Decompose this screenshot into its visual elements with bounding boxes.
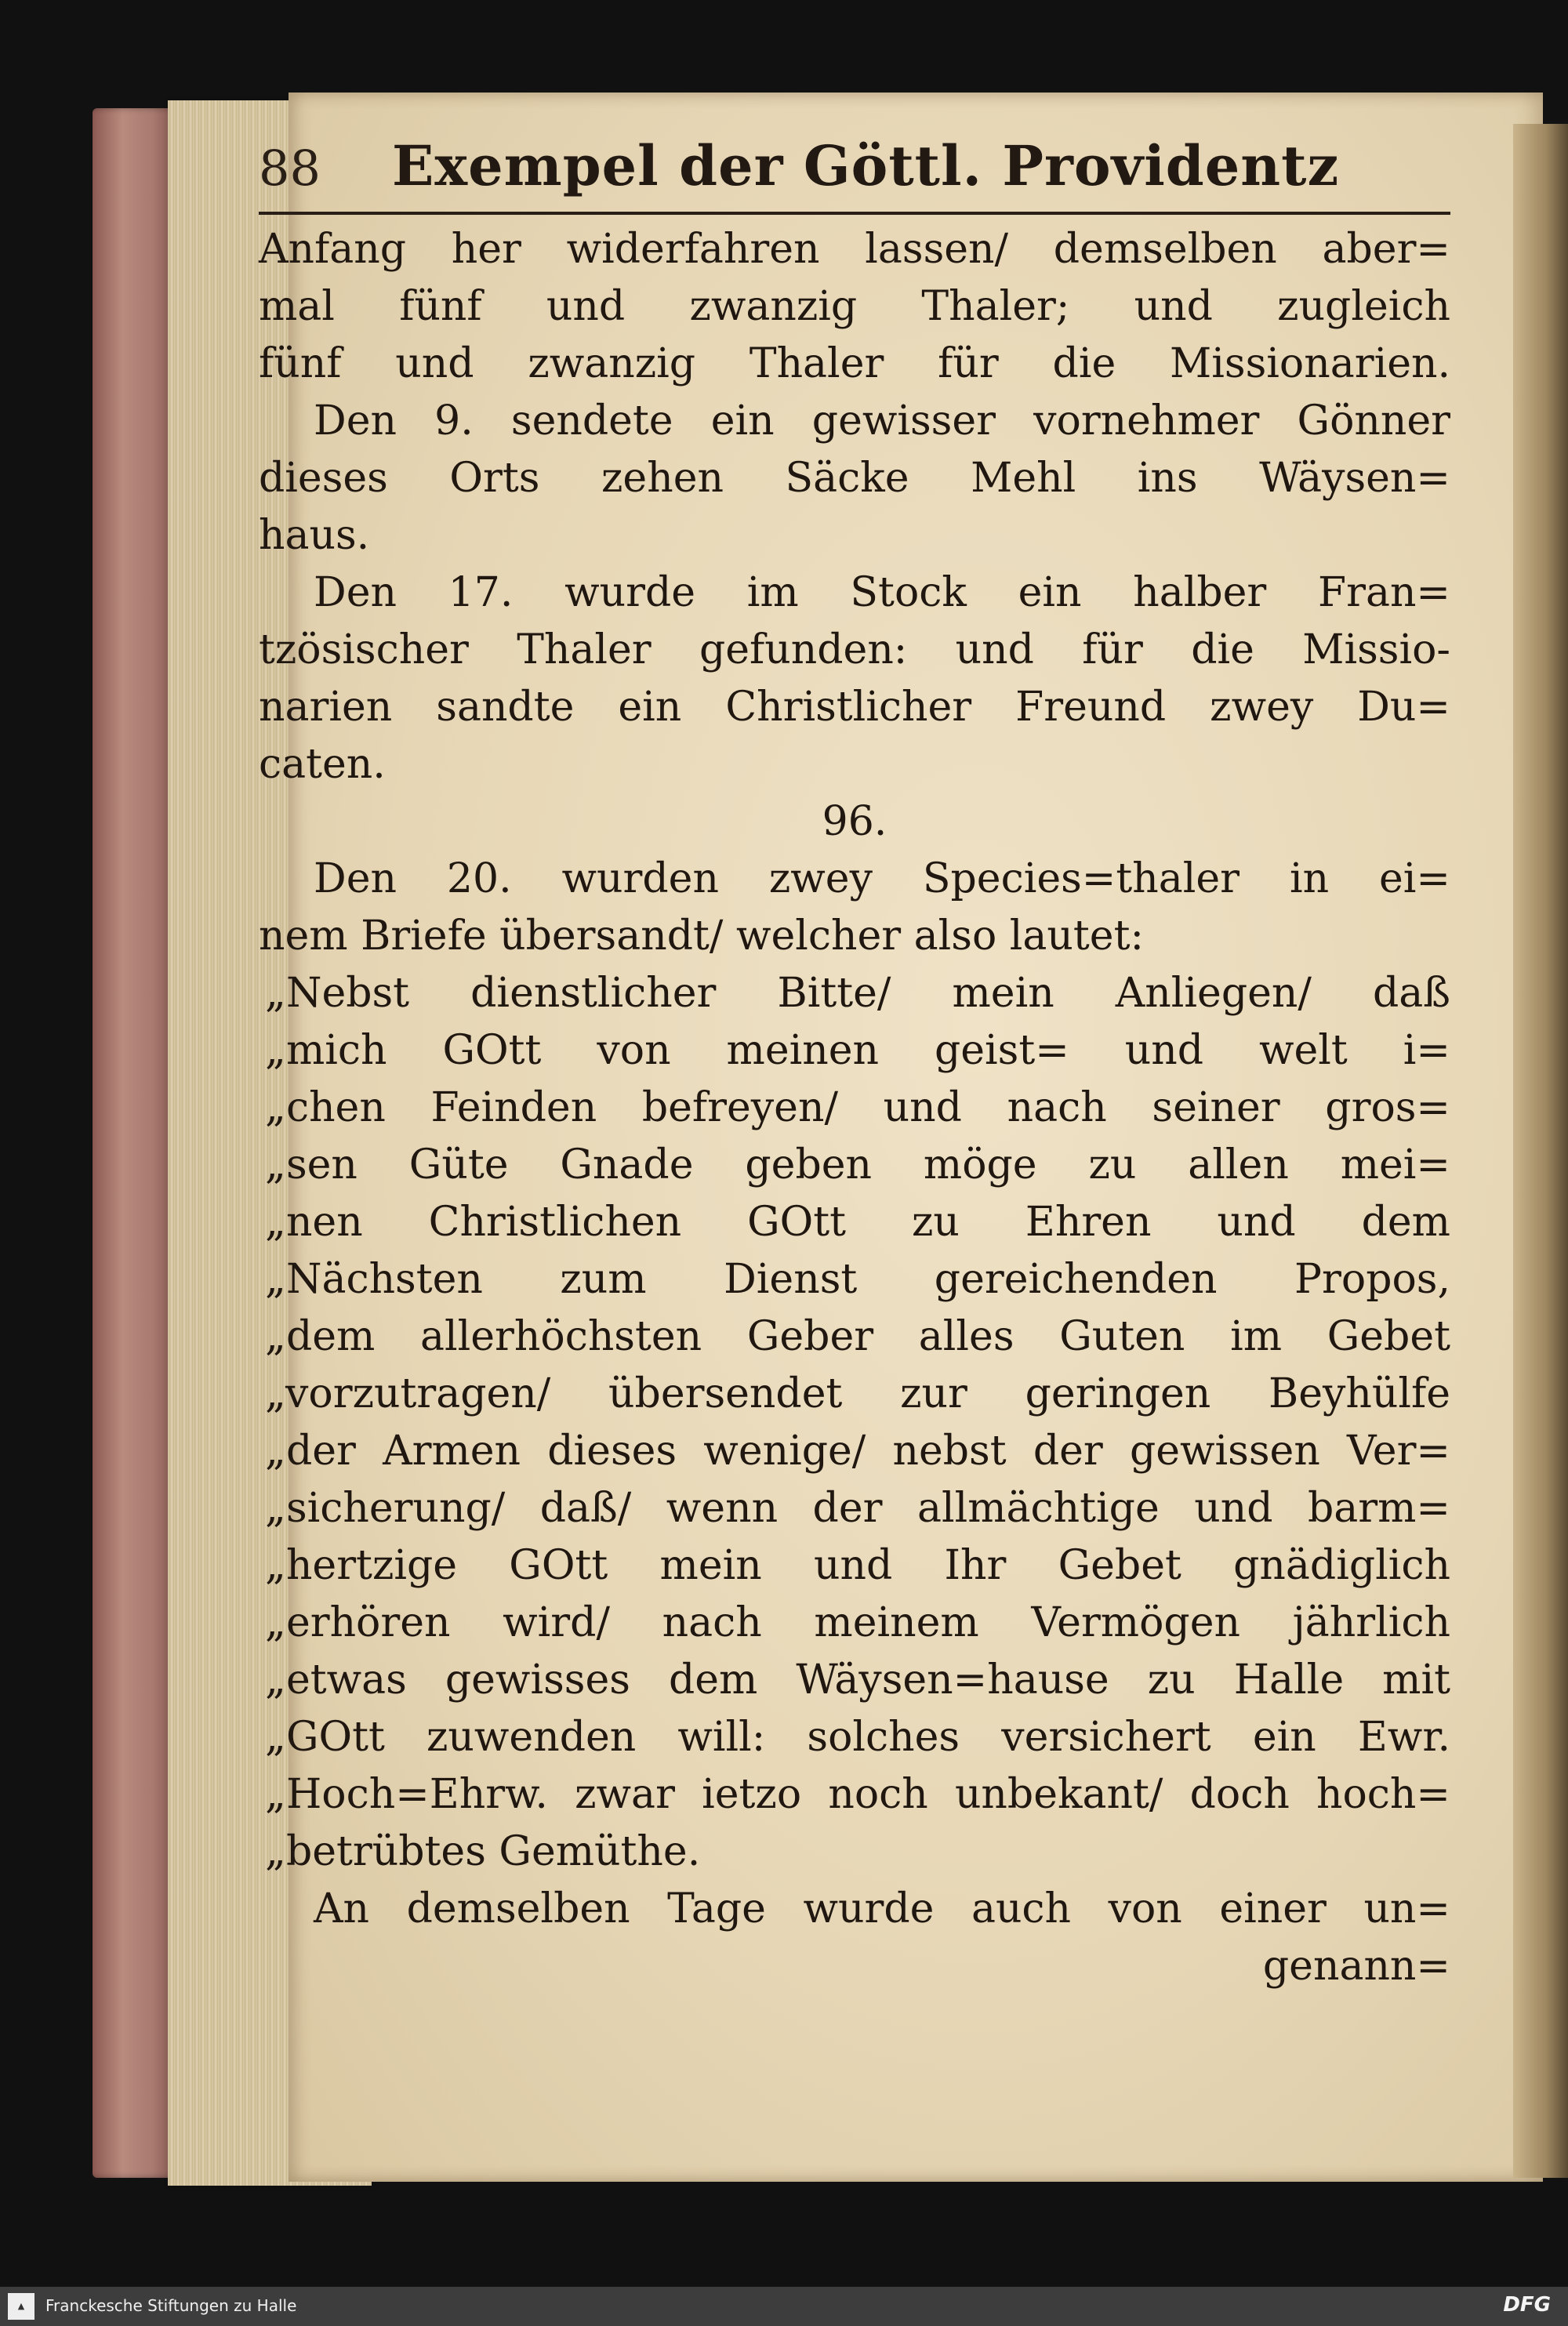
text-line: dieses Orts zehen Säcke Mehl ins Wäysen=	[259, 455, 1450, 502]
text-line: nem Briefe übersandt/ welcher also lautet:	[259, 913, 1144, 960]
text-line: haus.	[259, 512, 370, 559]
text-line: mal fünf und zwanzig Thaler; und zugleich	[259, 283, 1450, 330]
text-line: Den 9. sendete ein gewisser vornehmer Gönner	[314, 397, 1450, 445]
text-line: caten.	[259, 741, 386, 788]
quote-line: „chen Feinden befreyen/ und nach seiner gros=	[265, 1084, 1450, 1131]
quote-line: „betrübtes Gemüthe.	[265, 1828, 701, 1875]
quote-line: „dem allerhöchsten Geber alles Guten im Gebet	[265, 1313, 1450, 1360]
quote-line: „Nächsten zum Dienst gereichenden Propos,	[265, 1256, 1450, 1303]
gutter-shadow	[1513, 124, 1568, 2178]
quote-line: „sicherung/ daß/ wenn der allmächtige und barm=	[265, 1485, 1450, 1532]
quote-line: „mich GOtt von meinen geist= und welt i=	[265, 1027, 1450, 1074]
institution-logo-icon: ▲	[8, 2293, 34, 2320]
book-cover-edge	[93, 108, 179, 2178]
text-line: narien sandte ein Christlicher Freund zwey Du=	[259, 684, 1450, 731]
quote-line: „Hoch=Ehrw. zwar ietzo noch unbekant/ doch hoch=	[265, 1771, 1450, 1818]
quote-line: „hertzige GOtt mein und Ihr Gebet gnädiglich	[265, 1542, 1450, 1589]
quote-line: „Nebst dienstlicher Bitte/ mein Anliegen/ daß	[265, 970, 1450, 1017]
quote-line: „der Armen dieses wenige/ nebst der gewissen Ver=	[265, 1428, 1450, 1475]
text-line: An demselben Tage wurde auch von einer un=	[314, 1885, 1450, 1932]
quote-line: „vorzutragen/ übersendet zur geringen Beyhülfe	[265, 1370, 1450, 1417]
page-number: 88	[259, 140, 321, 197]
text-line: Den 20. wurden zwey Species=thaler in ei=	[314, 855, 1450, 902]
quote-line: „erhören wird/ nach meinem Vermögen jährlich	[265, 1599, 1450, 1646]
page-header	[259, 125, 1450, 215]
quote-line: „etwas gewisses dem Wäysen=hause zu Halle mit	[265, 1657, 1450, 1704]
text-line: Den 17. wurde im Stock ein halber Fran=	[314, 569, 1450, 616]
quote-line: „nen Christlichen GOtt zu Ehren und dem	[265, 1199, 1450, 1246]
text-line: Anfang her widerfahren lassen/ demselben aber=	[259, 226, 1450, 273]
catchword: genann=	[1262, 1943, 1450, 1990]
quote-line: „sen Güte Gnade geben möge zu allen mei=	[265, 1141, 1450, 1188]
text-line: fünf und zwanzig Thaler für die Missionarien.	[259, 340, 1450, 387]
running-title: Exempel der Göttl. Providentz	[392, 133, 1340, 198]
page-body-text	[259, 221, 1450, 1995]
section-number: 96.	[822, 798, 887, 845]
dfg-logo: DFG	[1503, 2293, 1551, 2317]
text-line: tzösischer Thaler gefunden: und für die Missio-	[259, 626, 1450, 673]
institution-name: Franckesche Stiftungen zu Halle	[45, 2296, 297, 2315]
quote-line: „GOtt zuwenden will: solches versichert ein Ewr.	[265, 1714, 1450, 1761]
viewer-footer	[0, 2287, 1568, 2326]
